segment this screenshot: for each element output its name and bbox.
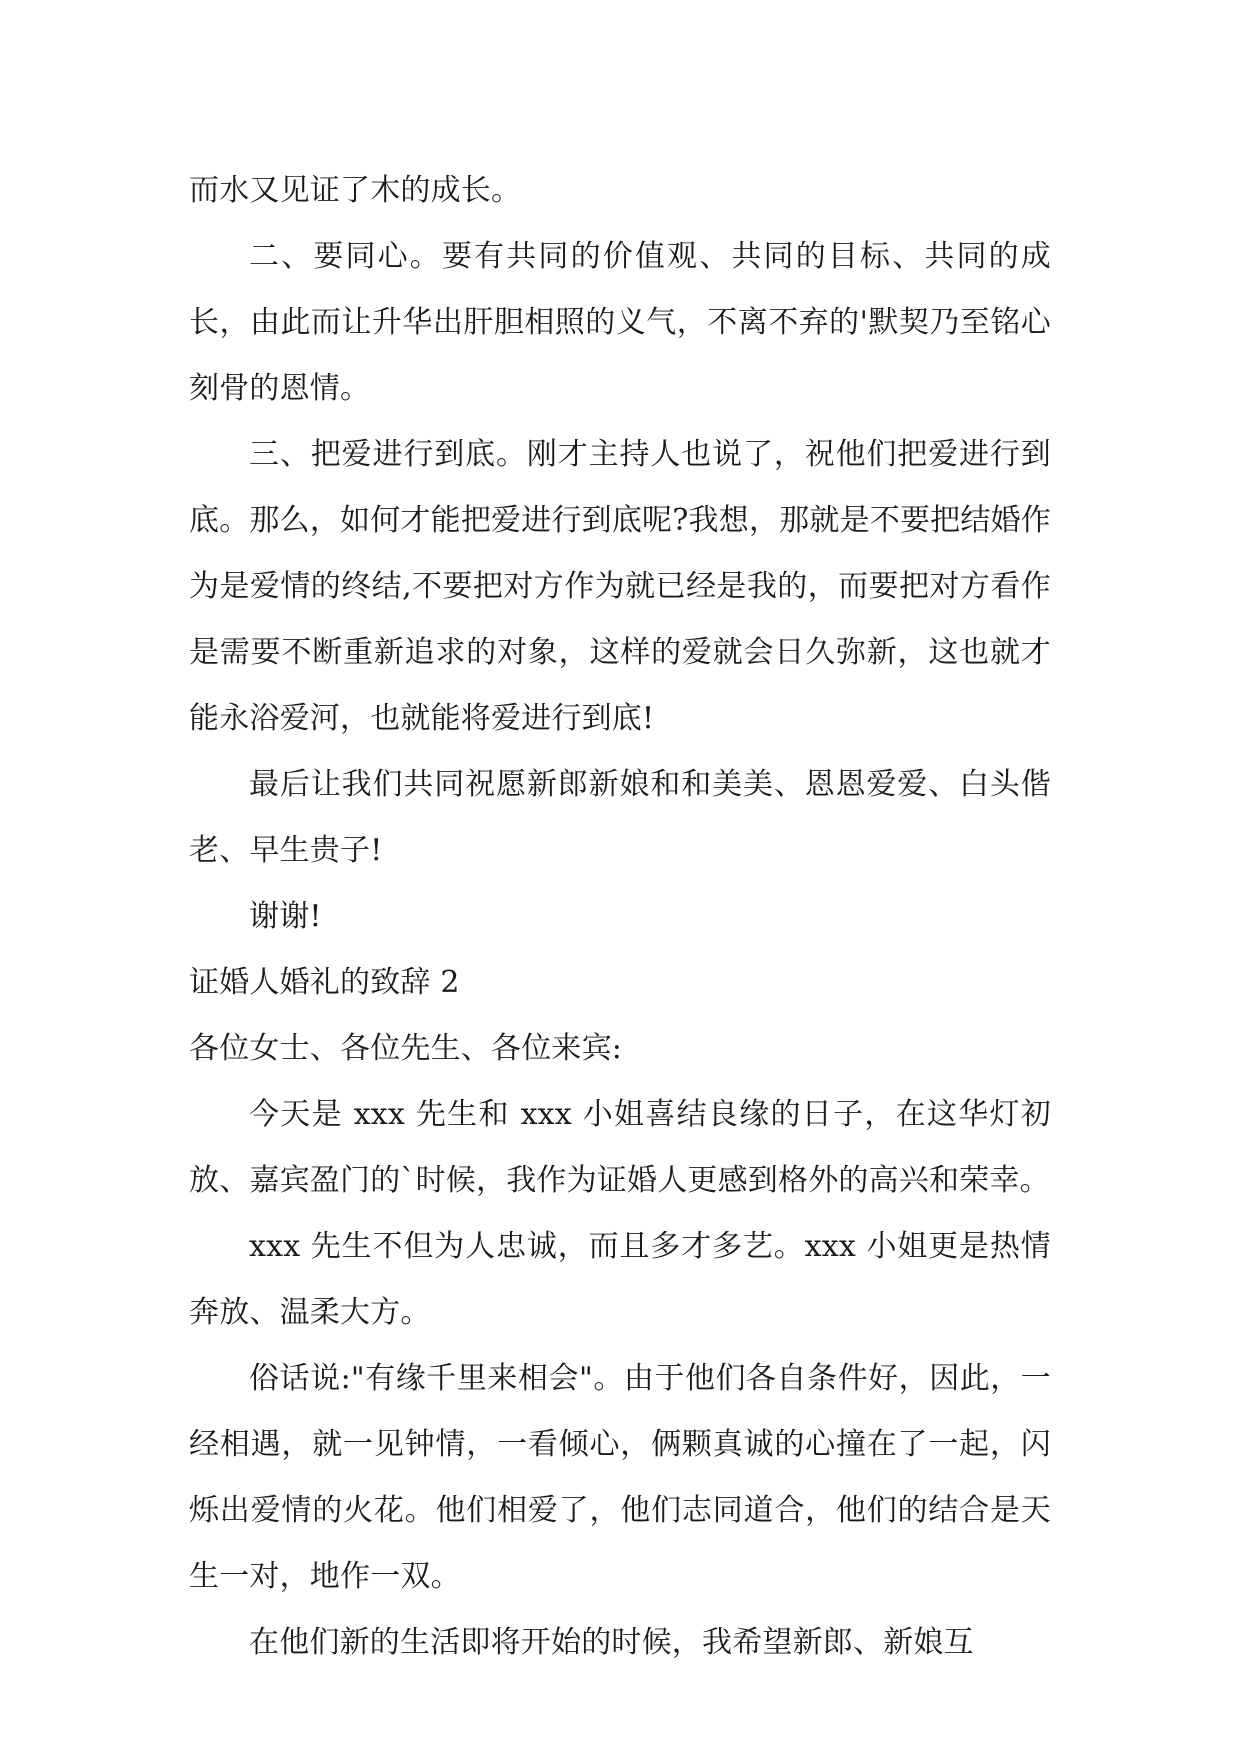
paragraph-point-two: 二、要同心。要有共同的价值观、共同的目标、共同的成长，由此而让升华出肝胆相照的义气，不离不弃的'默契乃至铭心刻骨的恩情。: [189, 239, 1051, 406]
paragraph-point-three: 三、把爱进行到底。刚才主持人也说了，祝他们把爱进行到底。那么，如何才能把爱进行到底呢?我想，那就是不要把结婚作为是爱情的终结,不要把对方作为就已经是我的，而要把对方看作是需要不断重新追求的对象，这样的爱就会日久弥新，这也就才能永浴爱河，也就能将爱进行到底!: [189, 437, 1051, 736]
paragraph-thanks: 谢谢!: [249, 899, 322, 934]
paragraph-couple-qualities: xxx 先生不但为人忠诚，而且多才多艺。xxx 小姐更是热情奔放、温柔大方。: [189, 1229, 1051, 1330]
paragraph-intro: 今天是 xxx 先生和 xxx 小姐喜结良缘的日子，在这华灯初放、嘉宾盈门的`时候，我作为证婚人更感到格外的高兴和荣幸。: [189, 1097, 1051, 1198]
section-title: 证婚人婚礼的致辞 2: [189, 965, 460, 1000]
paragraph-proverb: 俗话说:"有缘千里来相会"。由于他们各自条件好，因此，一经相遇，就一见钟情，一看倾心，俩颗真诚的心撞在了一起，闪烁出爱情的火花。他们相爱了，他们志同道合，他们的结合是天生一对，地作一双。: [189, 1361, 1051, 1594]
paragraph-wishes-start: 在他们新的生活即将开始的时候，我希望新郎、新娘互: [249, 1625, 974, 1660]
document-page: [189, 158, 1051, 1676]
paragraph-closing-wishes: 最后让我们共同祝愿新郎新娘和和美美、恩恩爱爱、白头偕老、早生贵子!: [189, 767, 1051, 868]
salutation: 各位女士、各位先生、各位来宾:: [189, 1031, 623, 1066]
paragraph-continuation: 而水又见证了木的成长。: [189, 173, 522, 208]
